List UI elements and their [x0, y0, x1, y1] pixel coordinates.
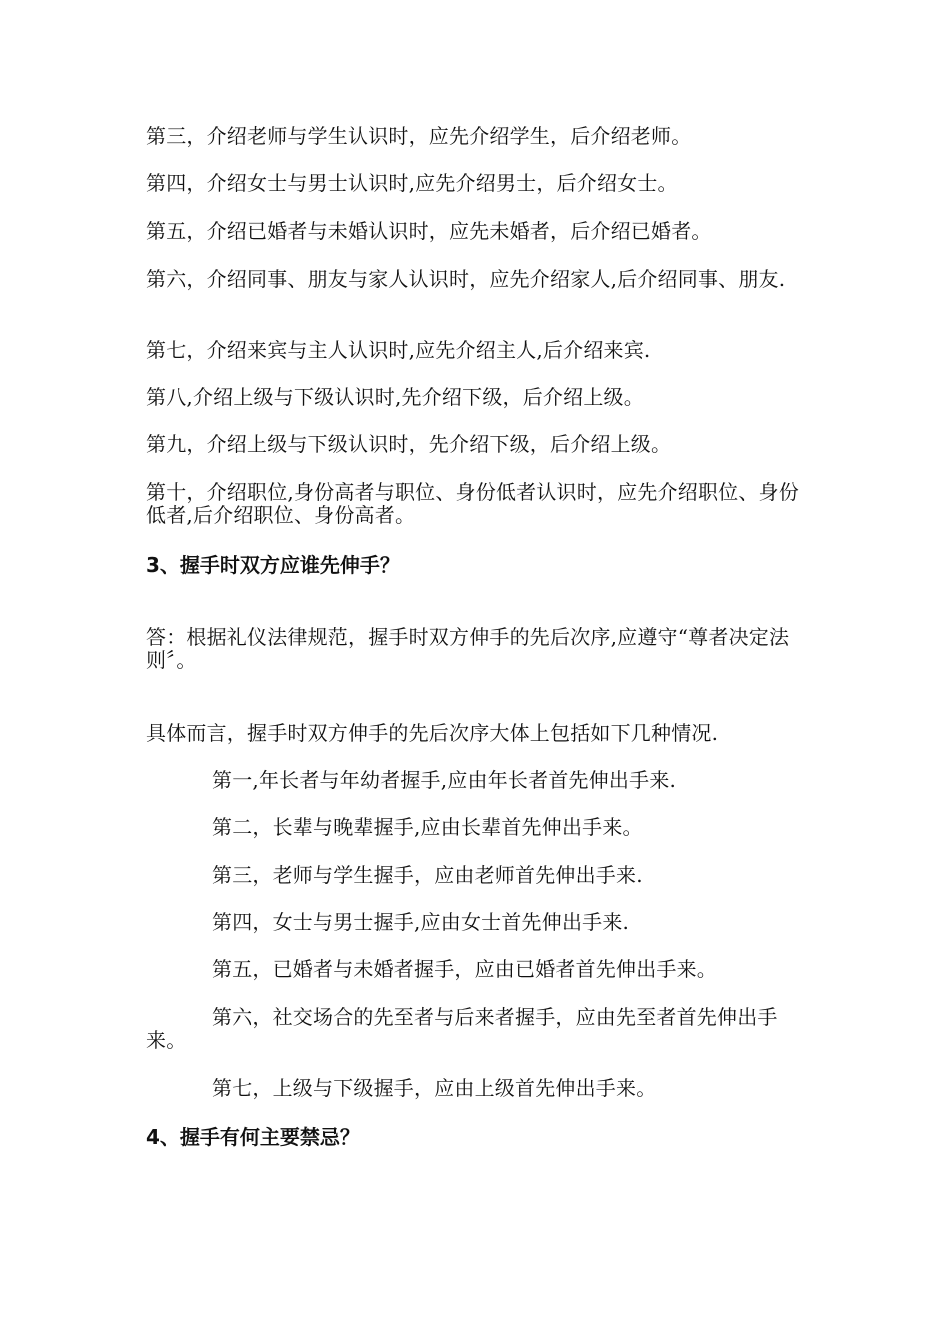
intro-rule-6: 第六，介绍同事、朋友与家人认识时，应先介绍家人,后介绍同事、朋友.: [146, 267, 786, 291]
handshake-rule-7: 第七，上级与下级握手，应由上级首先伸出手来。: [212, 1076, 657, 1100]
intro-rule-7: 第七，介绍来宾与主人认识时,应先介绍主人,后介绍来宾.: [146, 338, 651, 362]
section-3-heading: 3、握手时双方应谁先伸手？: [146, 553, 400, 577]
handshake-rule-4: 第四，女士与男士握手,应由女士首先伸出手来.: [212, 910, 630, 934]
handshake-rule-3: 第三，老师与学生握手，应由老师首先伸出手来.: [212, 863, 643, 887]
handshake-rule-1: 第一,年长者与年幼者握手,应由年长者首先伸出手来.: [212, 768, 677, 792]
intro-rule-5: 第五，介绍已婚者与未婚认识时，应先未婚者，后介绍已婚者。: [146, 219, 712, 243]
handshake-rule-6: 第六，社交场合的先至者与后来者握手，应由先至者首先伸出手来。: [146, 1005, 778, 1052]
intro-rule-3: 第三，介绍老师与学生认识时，应先介绍学生，后介绍老师。: [146, 124, 692, 148]
intro-rule-9: 第九，介绍上级与下级认识时，先介绍下级，后介绍上级。: [146, 432, 672, 456]
handshake-rule-2: 第二，长辈与晚辈握手,应由长辈首先伸出手来。: [212, 815, 643, 839]
intro-rule-10: 第十，介绍职位,身份高者与职位、身份低者认识时，应先介绍职位、身份低者,后介绍职位、身份高者。: [146, 480, 799, 527]
intro-rule-4: 第四，介绍女士与男士认识时,应先介绍男士，后介绍女士。: [146, 171, 678, 195]
section-4-heading: 4、握手有何主要禁忌？: [146, 1125, 360, 1149]
intro-rule-8: 第八,介绍上级与下级认识时,先介绍下级，后介绍上级。: [146, 385, 644, 409]
handshake-rule-5: 第五，已婚者与未婚者握手，应由已婚者首先伸出手来。: [212, 957, 717, 981]
section-3-lead: 具体而言，握手时双方伸手的先后次序大体上包括如下几种情况.: [146, 721, 719, 745]
section-3-answer: 答：根据礼仪法律规范，握手时双方伸手的先后次序,应遵守“尊者决定法则〞。: [146, 625, 790, 672]
